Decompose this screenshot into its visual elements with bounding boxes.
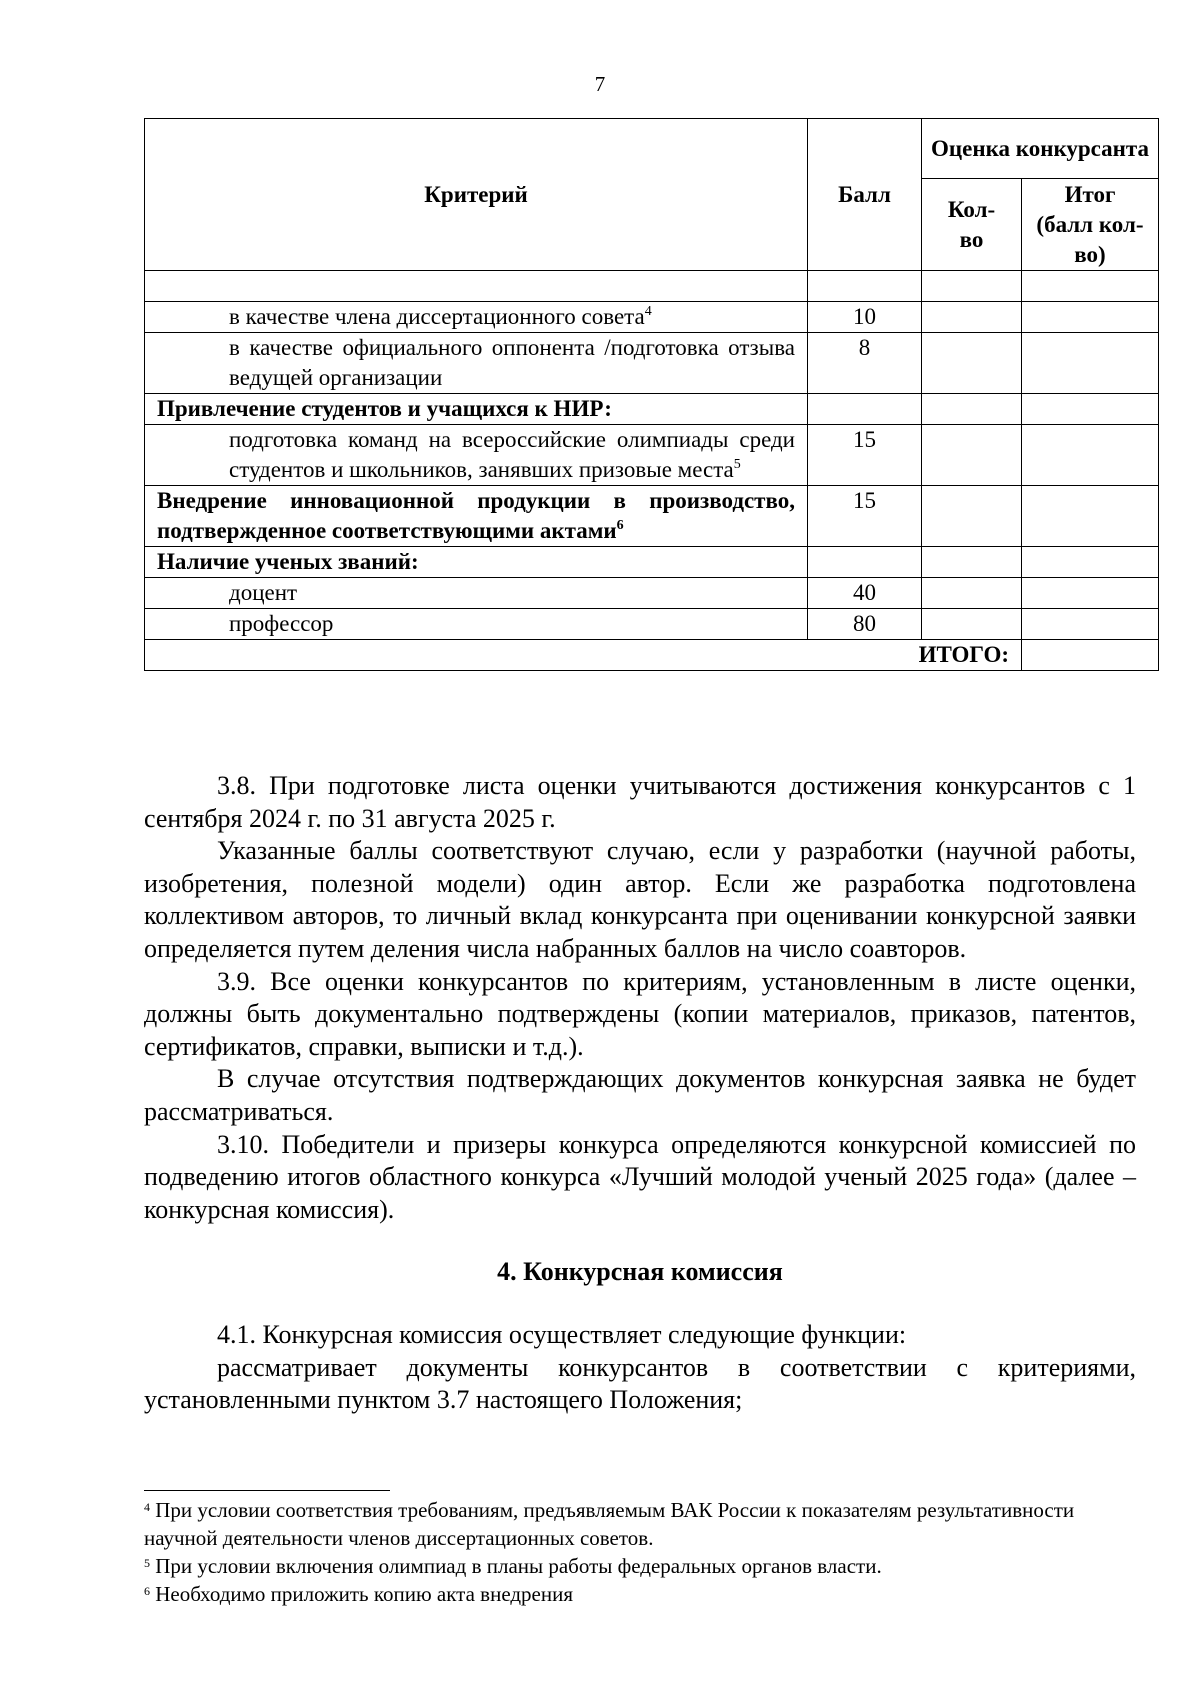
footnotes <box>144 1496 1136 1608</box>
criterion-cell <box>145 547 808 578</box>
paragraph-3-10: 3.10. Победители и призеры конкурса определяются конкурсной комиссией по подведению итогов областного конкурса «Лучший молодой ученый 2025 года» (далее – конкурсная комиссия). <box>144 1129 1136 1224</box>
total-value-cell <box>1022 640 1159 671</box>
total-cell <box>1022 394 1159 425</box>
criterion-text: в качестве официального оппонента /подготовка отзыва ведущей организации <box>229 335 795 390</box>
count-cell <box>922 333 1022 394</box>
body-text <box>144 770 1136 1417</box>
count-cell <box>922 394 1022 425</box>
table-row <box>145 486 1159 547</box>
table-body <box>145 302 1159 640</box>
paragraph-4-1-item: рассматривает документы конкурсантов в соответствии с критериями, установленными пунктом 3.7 настоящего Положения; <box>144 1352 1136 1415</box>
total-cell <box>1022 547 1159 578</box>
section-heading: 4. Конкурсная комиссия <box>497 1257 783 1287</box>
table-row <box>145 609 1159 640</box>
table-row <box>145 394 1159 425</box>
footnote-ref: 5 <box>733 457 741 472</box>
criterion-text: подготовка команд на всероссийские олимпиады среди студентов и школьников, занявших призовые места <box>229 427 795 482</box>
table-row <box>145 302 1159 333</box>
criterion-text: Привлечение студентов и учащихся к НИР: <box>157 396 612 421</box>
footnote <box>144 1580 1136 1608</box>
count-cell <box>922 302 1022 333</box>
ball-cell: 8 <box>808 333 922 394</box>
ball-cell: 15 <box>808 425 922 486</box>
header-evaluation: Оценка конкурсанта <box>922 119 1159 179</box>
ball-cell: 15 <box>808 486 922 547</box>
count-cell <box>922 609 1022 640</box>
footnote <box>144 1496 1136 1552</box>
criterion-text: профессор <box>229 611 334 636</box>
criterion-cell <box>145 333 808 394</box>
total-cell <box>1022 333 1159 394</box>
criterion-cell <box>145 609 808 640</box>
table-row <box>145 578 1159 609</box>
table-row <box>145 547 1159 578</box>
footnote-mark: 6 <box>144 1584 150 1598</box>
paragraph-3-9: 3.9. Все оценки конкурсантов по критериям, установленным в листе оценки, должны быть документально подтверждены (копии материалов, приказов, патентов, сертификатов, справки, выписки и т.д.). <box>144 966 1136 1061</box>
count-cell <box>922 547 1022 578</box>
total-cell <box>1022 425 1159 486</box>
evaluation-table <box>144 118 1159 671</box>
paragraph-3-8-note: Указанные баллы соответствуют случаю, если у разработки (научной работы, изобретения, полезной модели) один автор. Если же разработка подготовлена коллективом авторов, то личный вклад конкурсанта при оценивании конкурсной заявки определяется путем деления числа набранных баллов на число соавторов. <box>144 836 1136 963</box>
footnote-text: При условии соответствия требованиям, предъявляемым ВАК России к показателям результативности научной деятельности членов диссертационных советов. <box>144 1498 1075 1550</box>
criterion-text: в качестве члена диссертационного совета <box>229 304 645 329</box>
ball-cell <box>808 547 922 578</box>
footnote-text: При условии включения олимпиад в планы работы федеральных органов власти. <box>155 1554 882 1578</box>
footnote-separator <box>144 1490 390 1491</box>
footnote-ref: 4 <box>644 304 652 319</box>
header-ball: Балл <box>808 119 922 271</box>
footnote <box>144 1552 1136 1580</box>
footnote-mark: 5 <box>144 1556 150 1570</box>
ball-cell: 10 <box>808 302 922 333</box>
ball-cell: 40 <box>808 578 922 609</box>
table-row-total <box>145 640 1159 671</box>
criterion-cell <box>145 302 808 333</box>
total-cell <box>1022 578 1159 609</box>
header-criterion: Критерий <box>145 119 808 271</box>
page-number: 7 <box>594 72 606 96</box>
ball-cell <box>808 394 922 425</box>
criterion-cell <box>145 486 808 547</box>
header-total: Итог (балл кол-во) <box>1022 179 1159 271</box>
criterion-text: доцент <box>229 580 298 605</box>
ball-cell: 80 <box>808 609 922 640</box>
footnote-mark: 4 <box>144 1500 150 1514</box>
criterion-cell <box>145 394 808 425</box>
criterion-cell <box>145 578 808 609</box>
table-row <box>145 333 1159 394</box>
footnote-ref: 6 <box>616 518 624 533</box>
criterion-text: Внедрение инновационной продукции в производство, подтвержденное соответствующими актами <box>157 488 795 543</box>
table-row <box>145 425 1159 486</box>
total-label: ИТОГО: <box>145 640 1022 671</box>
criterion-cell <box>145 425 808 486</box>
footnote-text: Необходимо приложить копию акта внедрения <box>155 1582 574 1606</box>
count-cell <box>922 425 1022 486</box>
count-cell <box>922 578 1022 609</box>
criterion-text: Наличие ученых званий: <box>157 549 419 574</box>
paragraph-4-1: 4.1. Конкурсная комиссия осуществляет следующие функции: <box>217 1319 907 1349</box>
header-count: Кол-во <box>922 179 1022 271</box>
paragraph-3-8: 3.8. При подготовке листа оценки учитываются достижения конкурсантов с 1 сентября 2024 г. по 31 августа 2025 г. <box>144 771 1136 833</box>
total-cell <box>1022 302 1159 333</box>
paragraph-3-9-note: В случае отсутствия подтверждающих документов конкурсная заявка не будет рассматриваться. <box>144 1064 1136 1126</box>
table-row-empty <box>145 271 1159 302</box>
total-cell <box>1022 609 1159 640</box>
total-cell <box>1022 486 1159 547</box>
count-cell <box>922 486 1022 547</box>
